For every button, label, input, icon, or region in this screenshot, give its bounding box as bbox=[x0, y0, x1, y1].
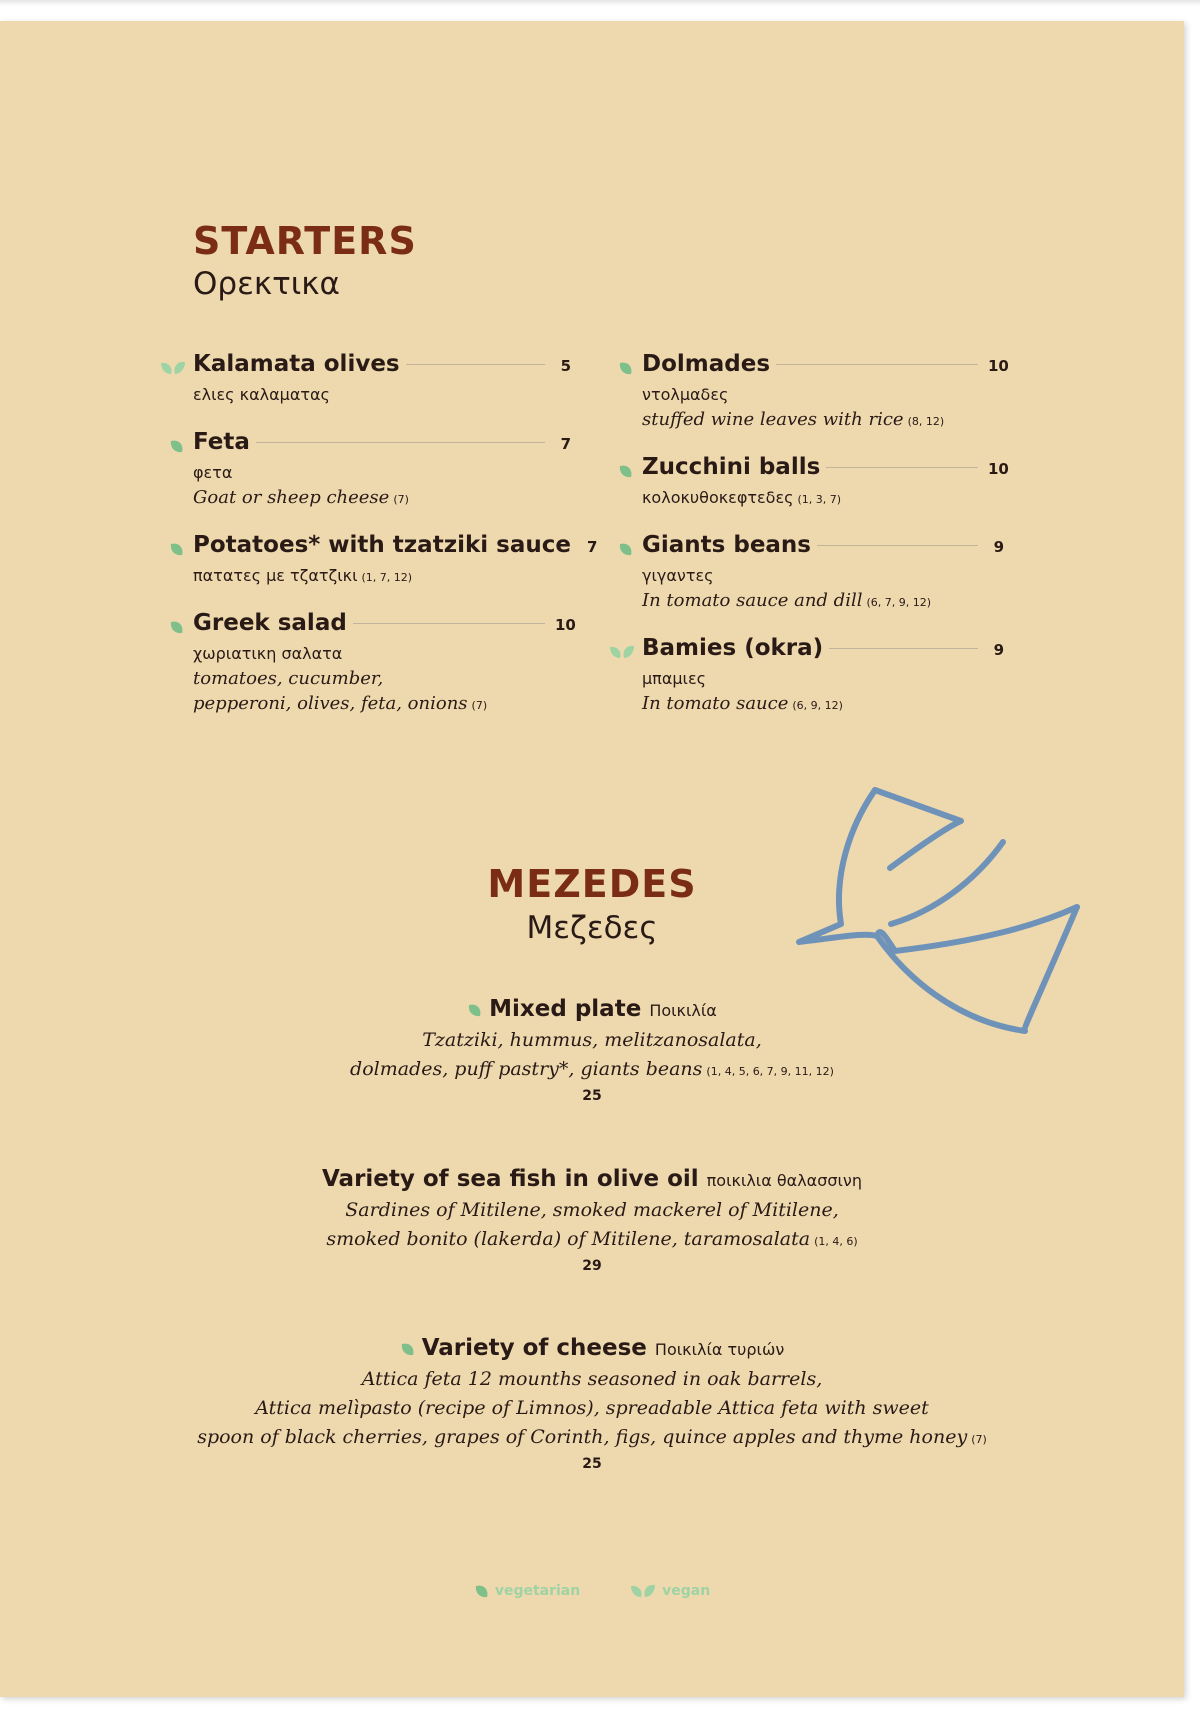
item-description: tomatoes, cucumber, bbox=[193, 668, 384, 689]
item-name: Mixed plate bbox=[489, 996, 642, 1022]
diet-legend bbox=[0, 1583, 1184, 1603]
item-name: Variety of cheese bbox=[421, 1335, 647, 1361]
item-greek-name: γιγαντες bbox=[642, 566, 714, 585]
vegetarian-leaf-icon bbox=[467, 1002, 483, 1018]
menu-item-feta bbox=[193, 429, 571, 512]
allergen-codes: (1, 4, 6) bbox=[814, 1235, 858, 1248]
vegan-leaf-icon bbox=[608, 644, 636, 660]
item-greek-name: ποικιλια θαλασσινη bbox=[706, 1171, 862, 1190]
item-description-continued: pepperoni, olives, feta, onions (7) bbox=[193, 693, 488, 714]
item-greek-name: χωριατικη σαλατα bbox=[193, 644, 343, 663]
leader-line bbox=[829, 648, 978, 649]
item-greek-name: φετα bbox=[193, 463, 233, 482]
vegan-leaf-icon bbox=[159, 360, 187, 376]
item-greek-name: Ποικιλία τυριών bbox=[654, 1340, 785, 1359]
leader-line bbox=[406, 364, 545, 365]
allergen-codes: (8, 12) bbox=[907, 415, 945, 428]
item-price: 10 bbox=[988, 460, 1009, 478]
item-name: Kalamata olives bbox=[193, 351, 400, 377]
allergen-codes: (1, 7, 12) bbox=[361, 571, 413, 584]
item-description-line: smoked bonito (lakerda) of Mitilene, taramosalata (1, 4, 6) bbox=[326, 1228, 858, 1250]
item-price: 9 bbox=[993, 538, 1004, 556]
item-name: Bamies (okra) bbox=[642, 635, 824, 661]
item-description-line: dolmades, puff pastry*, giants beans (1, 4, 5, 6, 7, 9, 11, 12) bbox=[350, 1058, 834, 1080]
leader-line bbox=[353, 623, 545, 624]
vegetarian-leaf-icon bbox=[618, 463, 634, 479]
menu-item-giants-beans bbox=[642, 532, 1004, 615]
mezedes-subtitle: Μεζεδες bbox=[526, 910, 658, 946]
mezedes-item-sea-fish bbox=[0, 1166, 1184, 1274]
item-description: In tomato sauce (6, 9, 12) bbox=[642, 693, 843, 714]
item-price: 25 bbox=[582, 1456, 602, 1472]
item-price: 7 bbox=[560, 435, 571, 453]
menu-page bbox=[0, 21, 1184, 1697]
item-name: Zucchini balls bbox=[642, 454, 821, 480]
item-name: Variety of sea fish in olive oil bbox=[322, 1166, 699, 1192]
starters-subtitle: Ορεκτικα bbox=[193, 266, 340, 302]
mezedes-item-cheese bbox=[0, 1335, 1184, 1472]
legend-vegetarian bbox=[474, 1583, 580, 1599]
menu-item-kalamata-olives bbox=[193, 351, 571, 407]
leader-line bbox=[817, 545, 978, 546]
allergen-codes: (7) bbox=[471, 699, 488, 712]
starters-title: STARTERS bbox=[193, 219, 417, 263]
vegetarian-leaf-icon bbox=[618, 541, 634, 557]
item-greek-name: κολοκυθοκεφτεδες (1, 3, 7) bbox=[642, 488, 842, 507]
item-greek-name: πατατες με τζατζικι (1, 7, 12) bbox=[193, 566, 413, 585]
item-description-line: spoon of black cherries, grapes of Corinth, figs, quince apples and thyme honey (7) bbox=[197, 1426, 987, 1448]
item-description: Goat or sheep cheese (7) bbox=[193, 487, 409, 508]
allergen-codes: (1, 3, 7) bbox=[797, 493, 842, 506]
vegetarian-leaf-icon bbox=[169, 541, 185, 557]
leader-line bbox=[256, 442, 545, 443]
item-name: Potatoes* with tzatziki sauce bbox=[193, 532, 571, 558]
item-price: 5 bbox=[560, 357, 571, 375]
menu-item-dolmades bbox=[642, 351, 1009, 434]
item-price: 7 bbox=[586, 538, 598, 556]
menu-item-bamies bbox=[642, 635, 1004, 718]
legend-vegetarian-label: vegetarian bbox=[494, 1583, 581, 1599]
legend-vegan-label: vegan bbox=[662, 1583, 711, 1599]
item-name: Greek salad bbox=[193, 610, 347, 636]
item-description: stuffed wine leaves with rice (8, 12) bbox=[642, 409, 945, 430]
item-name: Dolmades bbox=[642, 351, 771, 377]
mezedes-heading bbox=[0, 862, 1184, 946]
vegetarian-leaf-icon bbox=[400, 1341, 416, 1357]
allergen-codes: (6, 9, 12) bbox=[792, 699, 843, 712]
top-edge bbox=[0, 0, 1200, 6]
item-greek-name: ντολμαδες bbox=[642, 385, 729, 404]
item-description-line: Attica melìpasto (recipe of Limnos), spreadable Attica feta with sweet bbox=[255, 1397, 929, 1419]
vegan-leaf-icon bbox=[629, 1583, 657, 1599]
vegetarian-leaf-icon bbox=[474, 1583, 490, 1599]
item-greek-name: ελιες καλαματας bbox=[193, 385, 330, 404]
vegetarian-leaf-icon bbox=[169, 438, 185, 454]
vegetarian-leaf-icon bbox=[618, 360, 634, 376]
mezedes-title: MEZEDES bbox=[487, 862, 697, 906]
item-price: 9 bbox=[993, 641, 1004, 659]
item-description-line: Sardines of Mitilene, smoked mackerel of Mitilene, bbox=[345, 1199, 839, 1221]
item-description-line: Attica feta 12 mounths seasoned in oak barrels, bbox=[361, 1368, 823, 1390]
leader-line bbox=[776, 364, 978, 365]
item-price: 10 bbox=[555, 616, 576, 634]
leader-line bbox=[826, 467, 978, 468]
allergen-codes: (1, 4, 5, 6, 7, 9, 11, 12) bbox=[706, 1065, 834, 1078]
allergen-codes: (7) bbox=[393, 493, 409, 506]
item-price: 10 bbox=[988, 357, 1009, 375]
mezedes-item-mixed-plate bbox=[0, 996, 1184, 1104]
vegetarian-leaf-icon bbox=[169, 619, 185, 635]
menu-item-potatoes bbox=[193, 532, 598, 590]
item-name: Giants beans bbox=[642, 532, 811, 558]
item-greek-name: Ποικιλία bbox=[649, 1001, 717, 1020]
item-price: 29 bbox=[582, 1258, 602, 1274]
menu-item-greek-salad bbox=[193, 610, 576, 718]
item-name: Feta bbox=[193, 429, 250, 455]
allergen-codes: (6, 7, 9, 12) bbox=[866, 596, 932, 609]
legend-vegan bbox=[629, 1583, 710, 1599]
item-greek-name: μπαμιες bbox=[642, 669, 706, 688]
menu-item-zucchini-balls bbox=[642, 454, 1009, 512]
allergen-codes: (7) bbox=[971, 1433, 987, 1446]
item-description-line: Tzatziki, hummus, melitzanosalata, bbox=[422, 1029, 762, 1051]
item-price: 25 bbox=[582, 1088, 602, 1104]
item-description: In tomato sauce and dill (6, 7, 9, 12) bbox=[642, 590, 932, 611]
